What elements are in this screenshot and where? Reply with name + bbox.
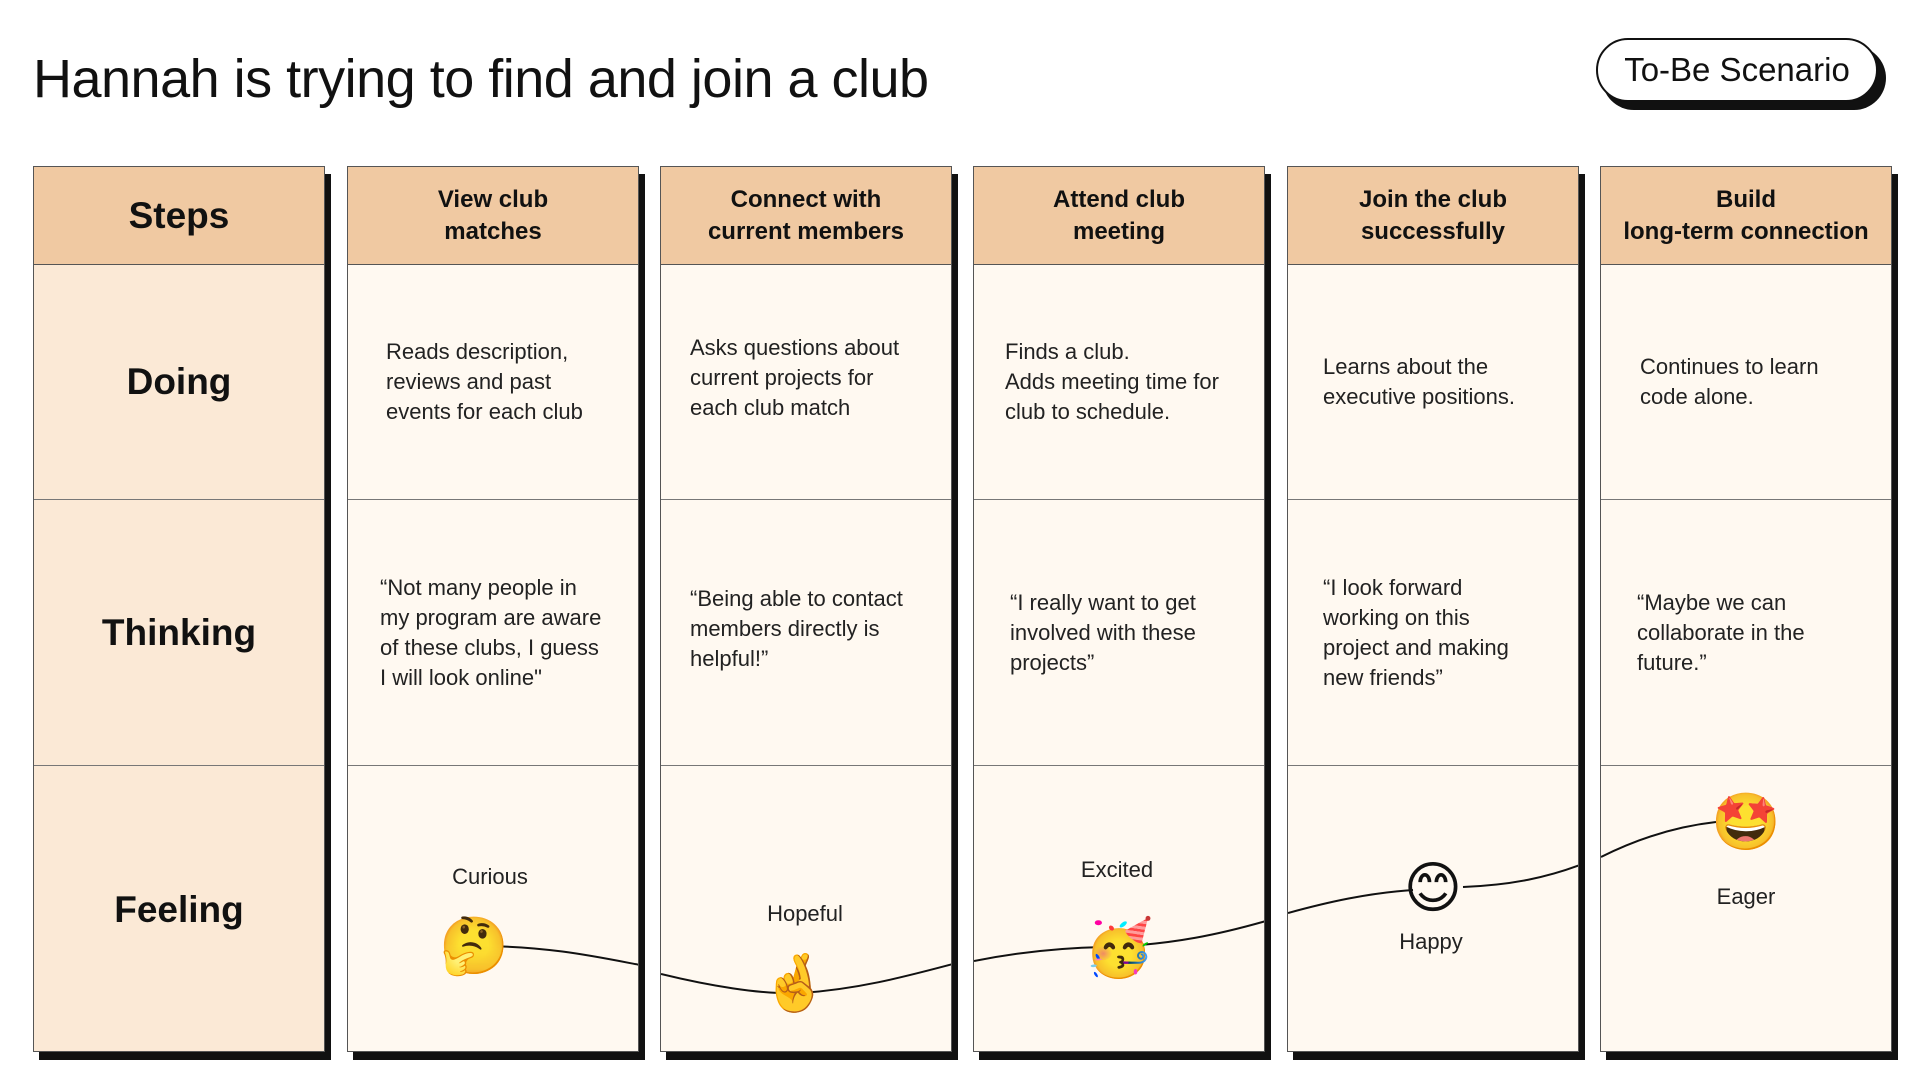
stage-step-header: Build long-term connection: [1601, 167, 1891, 265]
feeling-label-curious: Curious: [452, 864, 528, 889]
thinking-label: Thinking: [34, 500, 324, 766]
stage-step-header: Join the club successfully: [1288, 167, 1578, 265]
stage-column-long-term-connection: [1600, 166, 1892, 1052]
smiling-face-icon: 😊: [1403, 856, 1463, 919]
thinking-quote: “Not many people in my program are aware of these clubs, I guess I will look online": [380, 574, 602, 690]
stage-column-view-club-matches: [347, 166, 639, 1052]
partying-face-icon: 🥳: [1084, 916, 1154, 979]
doing-cell: [1601, 265, 1891, 500]
stage-card: [347, 166, 639, 1052]
stage-card: [660, 166, 952, 1052]
thinking-cell: [1601, 500, 1891, 766]
thinking-cell: [974, 500, 1264, 766]
thinking-cell: [1288, 500, 1578, 766]
feeling-label-excited: Excited: [1080, 857, 1154, 882]
scenario-badge-label[interactable]: To-Be Scenario: [1596, 38, 1878, 102]
feeling-cell: [348, 766, 638, 1052]
doing-cell: [661, 265, 951, 500]
stage-column-connect-with-members: [660, 166, 952, 1052]
thinking-cell: [348, 500, 638, 766]
stage-column-join-club: [1287, 166, 1579, 1052]
thinking-quote: “Maybe we can collaborate in the future.”: [1637, 589, 1805, 675]
stage-card: [1287, 166, 1579, 1052]
stage-card: [1600, 166, 1892, 1052]
doing-text: Reads description, reviews and past events for each club: [386, 339, 583, 424]
star-struck-face-icon: 🤩: [1711, 790, 1781, 853]
page-title: Hannah is trying to find and join a club: [33, 49, 929, 109]
feeling-cell: [974, 766, 1264, 1052]
stage-column-attend-club-meeting: [973, 166, 1265, 1052]
doing-text: Continues to learn code alone.: [1640, 354, 1819, 409]
crossed-fingers-icon: 🤞: [760, 951, 830, 1014]
stage-card: [973, 166, 1265, 1052]
doing-text: Asks questions about current projects for each club match: [690, 335, 900, 420]
feeling-label: Feeling: [114, 888, 244, 930]
doing-label: Doing: [34, 265, 324, 500]
thinking-quote: “I look forward working on this project and making new friends”: [1323, 574, 1509, 690]
stage-step-header: Connect with current members: [661, 167, 951, 265]
row-labels-card: [33, 166, 325, 1052]
thinking-cell: [661, 500, 951, 766]
doing-cell: [348, 265, 638, 500]
scenario-badge[interactable]: [1596, 38, 1886, 112]
thinking-face-icon: 🤔: [439, 914, 509, 977]
doing-cell: [1288, 265, 1578, 500]
feeling-label-hopeful: Hopeful: [767, 901, 843, 926]
doing-text: Learns about the executive positions.: [1323, 354, 1515, 409]
feeling-label-eager: Eager: [1716, 884, 1776, 909]
feeling-label-happy: Happy: [1399, 929, 1463, 954]
doing-cell: [974, 265, 1264, 500]
steps-header: Steps: [34, 167, 324, 265]
row-labels-column: [33, 166, 325, 1052]
thinking-quote: “Being able to contact members directly is helpful!”: [690, 585, 903, 671]
doing-text: Finds a club. Adds meeting time for club to schedule.: [1005, 339, 1219, 424]
stage-step-header: View club matches: [348, 167, 638, 265]
thinking-quote: “I really want to get involved with these projects”: [1010, 589, 1196, 675]
stage-step-header: Attend club meeting: [974, 167, 1264, 265]
